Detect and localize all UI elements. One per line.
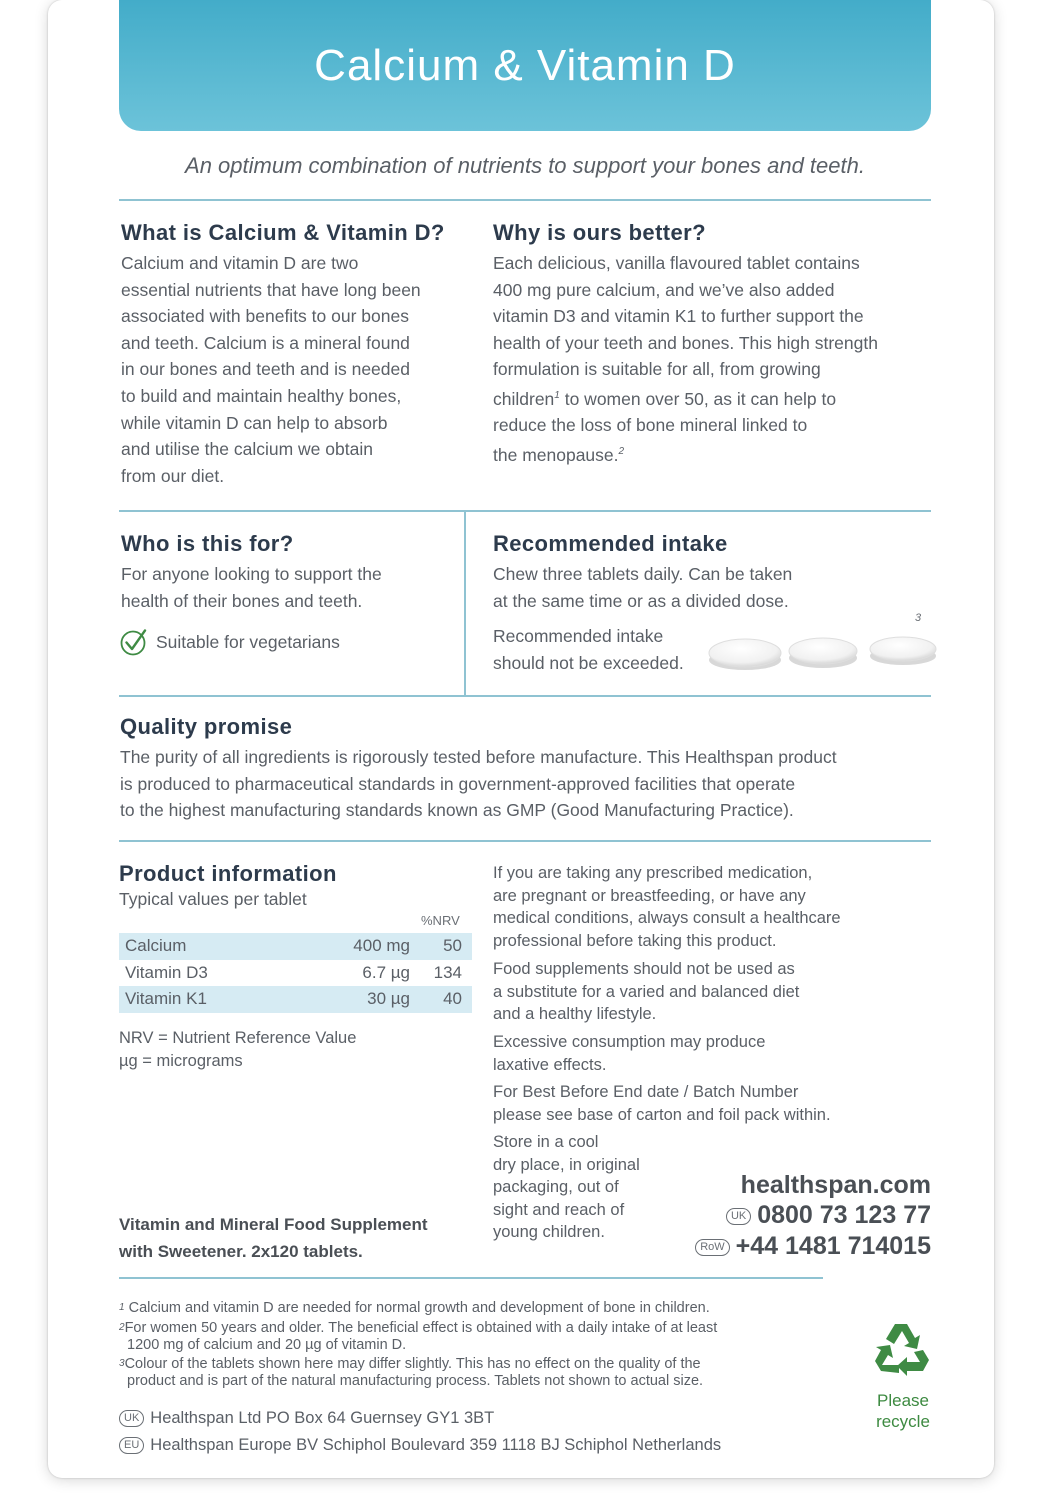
nutrition-table [119,933,472,1013]
uk-phone[interactable]: UK 0800 73 123 77 [726,1201,931,1230]
check-circle-icon [120,628,148,656]
recycle-label: Please recycle [876,1391,930,1431]
intake-heading: Recommended intake [493,531,728,556]
product-info-subheading: Typical values per tablet [119,889,307,909]
advice-laxative: Excessive consumption may produce laxative effects. [493,1033,766,1074]
advice-storage: Store in a cool dry place, in original packaging, out of sight and reach of young children. [493,1133,640,1242]
divider [119,510,931,512]
eu-address-tag: EU [119,1437,144,1454]
who-heading: Who is this for? [121,531,294,556]
vertical-divider [464,510,466,695]
title-banner [119,0,931,131]
advice-medication: If you are taking any prescribed medication, are pregnant or breastfeeding, or have any medical conditions, always consult a healthcare professional before taking this product. [493,864,841,950]
tablet-3 [870,637,936,665]
intake-body: Chew three tablets daily. Can be taken at the same time or as a divided dose. [493,564,793,611]
advice-diet: Food supplements should not be used as a substitute for a varied and balanced diet and a healthy lifestyle. [493,960,800,1024]
table-row: Vitamin K1 30 µg 40 [119,986,472,1013]
divider [119,199,931,201]
nrv-column-header: %NRV [421,913,460,928]
nrv-legend: NRV = Nutrient Reference Value µg = micrograms [119,1029,357,1070]
what-body: Calcium and vitamin D are two essential nutrients that have long been associated with benefits to our bones and teeth. Calcium is a mineral found in our bones and teeth and is needed to build and maintain healthy bones, while vitamin D can help to absorb and utilise the calcium we obtain from our diet. [121,253,421,486]
footnote-2: $^2$For women 50 years and older. The beneficial effect is obtained with a daily intake of at least 1200 mg of calcium and 20 µg of vitamin D. [119,1320,718,1353]
advice-batch: For Best Before End date / Batch Number please see base of carton and foil pack within. [493,1083,831,1124]
table-row: Vitamin D3 6.7 µg 134 [125,962,462,982]
address-eu: EU Healthspan Europe BV Schiphol Boulevard 359 1118 BJ Schiphol Netherlands [119,1436,721,1455]
tablet-footnote-mark: 3 [915,612,922,624]
why-heading: Why is ours better? [493,220,706,245]
who-body: For anyone looking to support the health of their bones and teeth. [121,564,382,611]
tablets-illustration [705,612,937,674]
supplement-statement: Vitamin and Mineral Food Supplement with Sweetener. 2x120 tablets. [119,1215,428,1261]
footnote-3: $^3$Colour of the tablets shown here may differ slightly. This has no effect on the quality of the product and is part of the natural manufacturing process. Tablets not shown to actual size. [119,1356,704,1389]
website-link[interactable]: healthspan.com [740,1171,931,1199]
uk-address-tag: UK [119,1410,144,1427]
what-heading: What is Calcium & Vitamin D? [121,220,445,245]
page-title: Calcium & Vitamin D [314,40,736,90]
product-info-heading: Product information [119,861,337,886]
divider [119,840,931,842]
row-tag: RoW [695,1239,729,1256]
tablet-1 [709,639,781,670]
divider [119,1277,823,1279]
divider [119,695,931,697]
vegetarian-label: Suitable for vegetarians [156,631,340,652]
intake-warning: Recommended intake should not be exceeded. [493,626,684,673]
recycle-icon [871,1320,935,1380]
vegetarian-badge [120,628,340,656]
uk-tag: UK [726,1208,751,1225]
quality-heading: Quality promise [120,714,293,739]
footnote-1: $^1$ Calcium and vitamin D are needed for normal growth and development of bone in children. [119,1300,710,1316]
tablet-2 [789,638,857,668]
row-phone[interactable]: RoW +44 1481 714015 [695,1232,931,1261]
tagline: An optimum combination of nutrients to support your bones and teeth. [185,153,865,178]
table-row: Calcium 400 mg 50 [119,933,472,960]
address-uk: UK Healthspan Ltd PO Box 64 Guernsey GY1 3BT [119,1409,494,1428]
quality-body: The purity of all ingredients is rigorously tested before manufacture. This Healthspan product is produced to pharmaceutical standards in government-approved facilities that operate to the highest manufacturing standards known as GMP (Good Manufacturing Practice). [120,747,837,821]
why-body: Each delicious, vanilla flavoured tablet contains 400 mg pure calcium, and we’ve also added vitamin D3 and vitamin K1 to further support the health of your teeth and bones. This high strength formulation is suitable for all, from growing children$^1$ to women over 50, as it can help to reduce the loss of bone mineral linked to the menopause.$^2$ [493,253,878,465]
